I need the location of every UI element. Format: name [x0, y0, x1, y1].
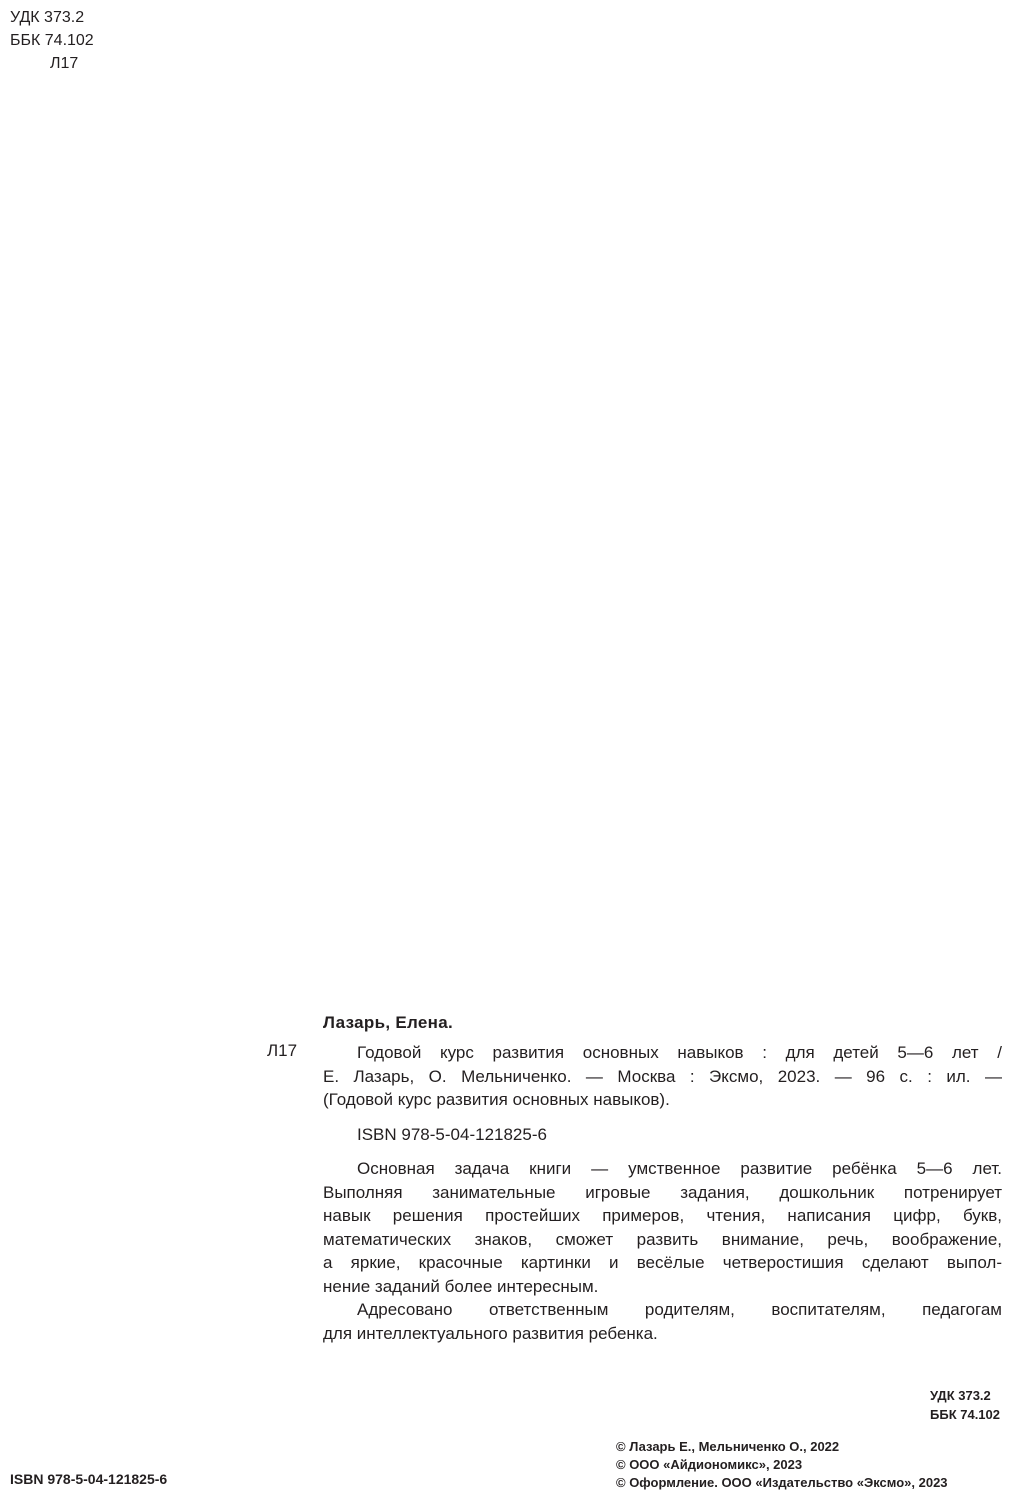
annotation-line-3: навык решения простейших примеров, чтения, написания цифр, букв, — [323, 1206, 1002, 1225]
copyright-line-2: © ООО «Айдиономикс», 2023 — [616, 1457, 803, 1472]
copyright-block — [616, 1438, 948, 1492]
udk-code-bottom: УДК 373.2 — [930, 1388, 991, 1403]
udk-code: УДК 373.2 — [10, 9, 85, 26]
annotation-line-1: Основная задача книги — умственное развитие ребёнка 5—6 лет. — [357, 1159, 1002, 1178]
copyright-line-3: © Оформление. ООО «Издательство «Эксмо», 2023 — [616, 1475, 948, 1490]
bottom-classification-codes — [930, 1386, 1000, 1424]
bbk-code: ББК 74.102 — [10, 32, 94, 49]
bib-line-1: Годовой курс развития основных навыков : для детей 5—6 лет / — [357, 1043, 1002, 1062]
annotation-line-2: Выполняя занимательные игровые задания, дошкольник потренирует — [323, 1182, 1002, 1202]
annotation — [323, 1157, 1002, 1345]
annotation-line-5: а яркие, красочные картинки и весёлые четверостишия сделают выпол- — [323, 1253, 1002, 1272]
bib-line-2: Е. Лазарь, О. Мельниченко. — Москва : Эксмо, 2023. — 96 с. : ил. — — [323, 1066, 1002, 1086]
isbn-line: ISBN 978-5-04-121825-6 — [357, 1124, 547, 1144]
bibliographic-description — [323, 1041, 1002, 1345]
bib-line-3: (Годовой курс развития основных навыков). — [323, 1090, 670, 1109]
annotation-line-8: для интеллектуального развития ребенка. — [323, 1323, 658, 1343]
author-cipher: Л17 — [50, 55, 79, 72]
annotation-line-4: математических знаков, сможет развить внимание, речь, воображение, — [323, 1229, 1002, 1249]
top-classification-codes — [10, 6, 94, 75]
isbn-footer: ISBN 978-5-04-121825-6 — [10, 1471, 168, 1487]
annotation-line-6: нение заданий более интересным. — [323, 1276, 599, 1296]
bbk-code-bottom: ББК 74.102 — [930, 1407, 1000, 1422]
annotation-line-7: Адресовано ответственным родителям, воспитателям, педагогам — [357, 1300, 1002, 1319]
cipher-label: Л17 — [267, 1041, 298, 1060]
copyright-line-1: © Лазарь Е., Мельниченко О., 2022 — [616, 1439, 840, 1454]
author-heading: Лазарь, Елена. — [323, 1013, 453, 1032]
